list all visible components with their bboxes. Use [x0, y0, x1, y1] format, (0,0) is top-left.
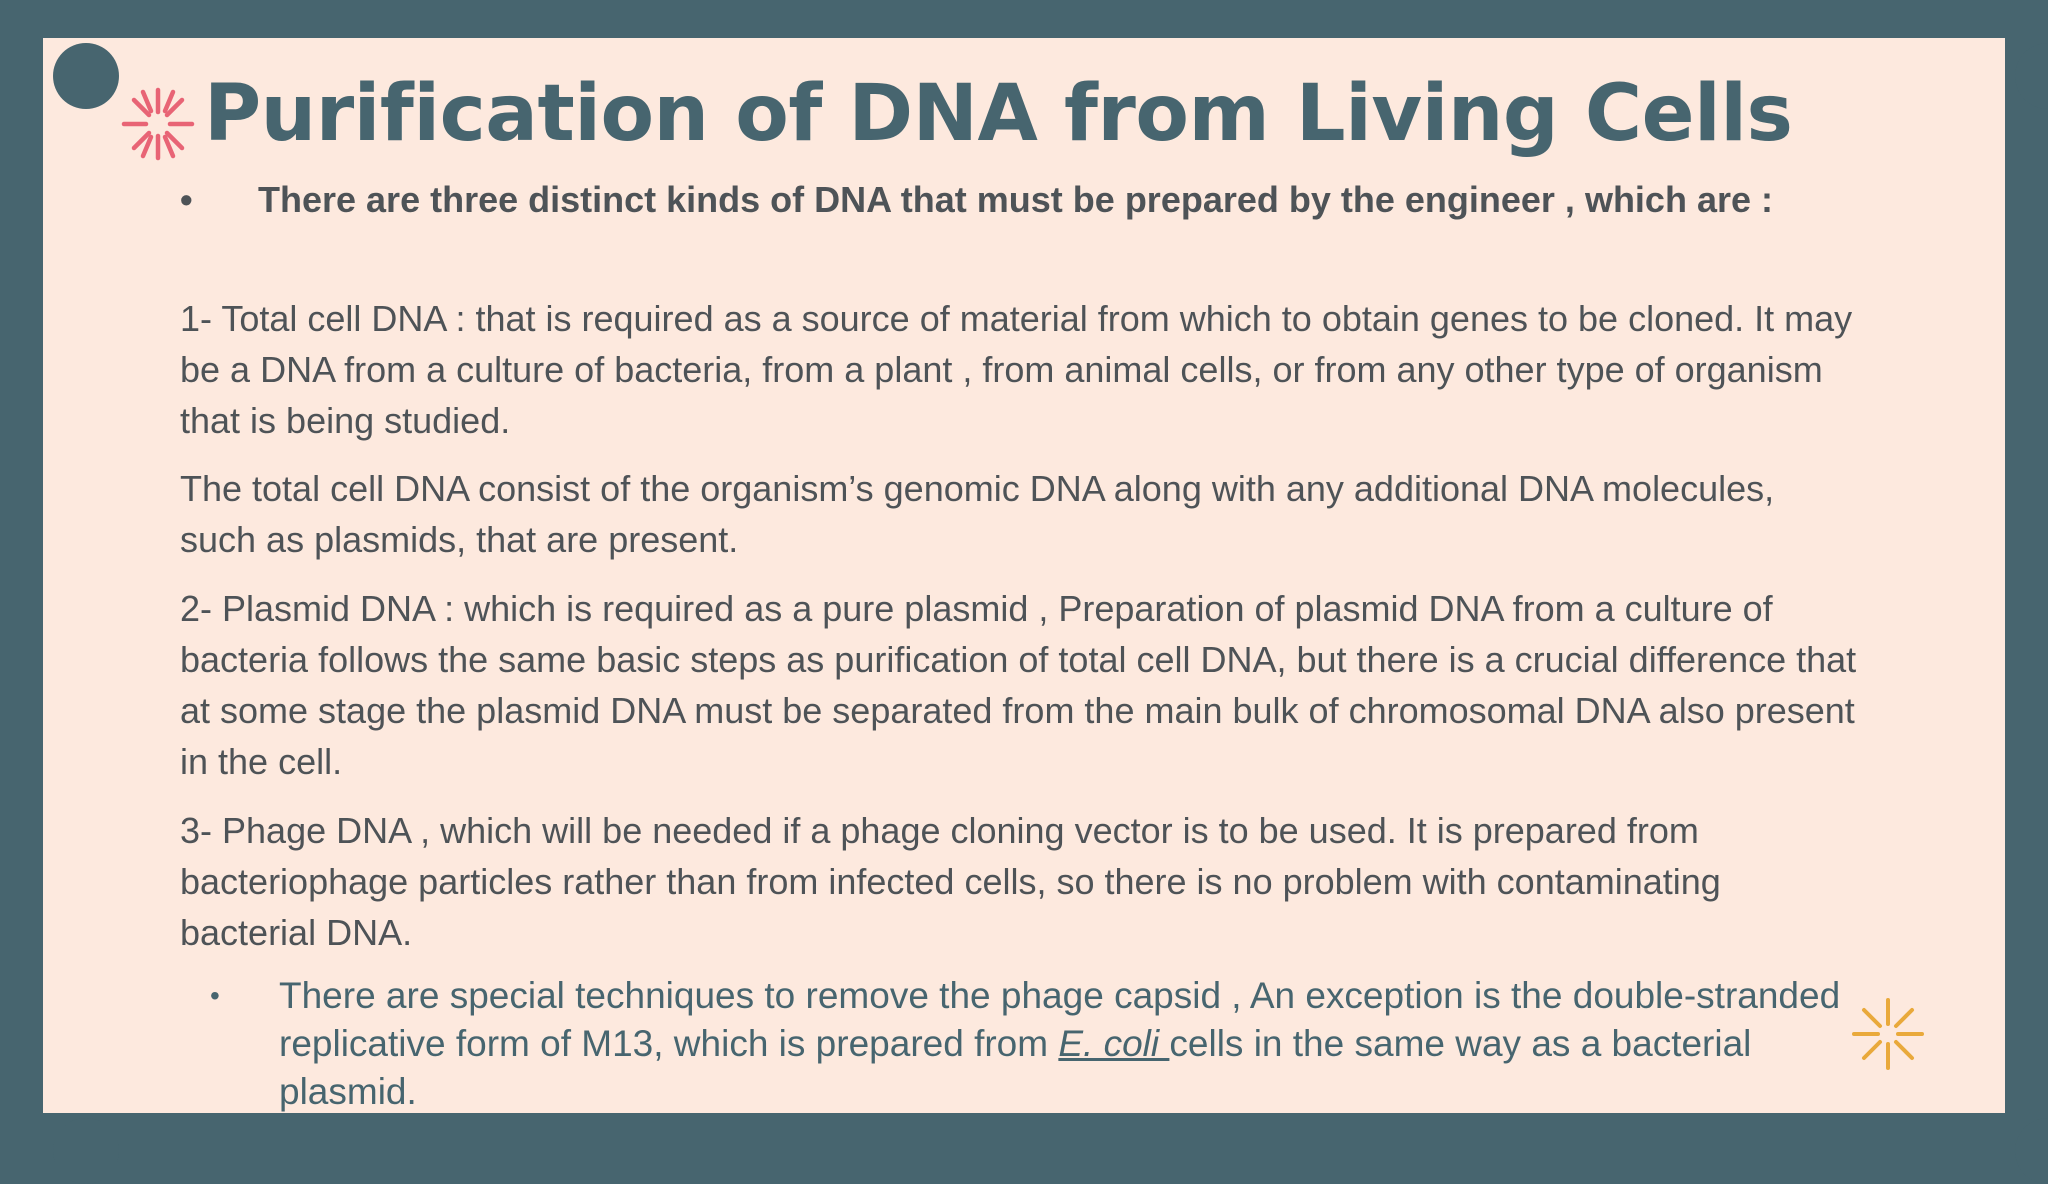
sub-bullet-text-start: There are special techniques to remove the phage capsid , An exception is the double-stranded replicative form of M13, which is prepared from [279, 975, 1841, 1064]
bullet-marker: • [210, 980, 220, 1011]
card-corner-notch [53, 1118, 119, 1184]
sub-bullet-text-end: cells in the same way as a bacterial plasmid. [279, 1023, 1752, 1112]
card-corner-notch [53, 43, 119, 109]
slide-title: Purification of DNA from Living Cells [204, 69, 1793, 159]
sub-bullet-text [279, 972, 1869, 1116]
bullet-marker: • [180, 179, 193, 220]
paragraph-total-cell-dna-composition: The total cell DNA consist of the organism’s genomic DNA along with any additional DNA molecules, such as plasmids, that are present. [180, 468, 1775, 560]
card-corner-notch [2015, 43, 2048, 109]
card-corner-notch [2015, 1118, 2048, 1184]
species-name-italic: E. coli [1058, 1023, 1170, 1064]
sparkle-icon [1850, 996, 1926, 1072]
paragraph-total-cell-dna: 1- Total cell DNA : that is required as a source of material from which to obtain genes to be cloned. It may be a DNA from a culture of bacteria, from a plant , from animal cells, or from any other type of organism that is being studied. [180, 298, 1853, 441]
intro-bullet-text: There are three distinct kinds of DNA that must be prepared by the engineer , which are : [258, 179, 1773, 220]
sparkle-icon [120, 86, 196, 162]
paragraph-plasmid-dna: 2- Plasmid DNA : which is required as a pure plasmid , Preparation of plasmid DNA from a culture of bacteria follows the same basic steps as purification of total cell DNA, but there is a crucial difference that at some stage the plasmid DNA must be separated from the main bulk of chromosomal DNA also present in the cell. [180, 588, 1857, 782]
paragraph-phage-dna: 3- Phage DNA , which will be needed if a phage cloning vector is to be used. It is prepared from bacteriophage particles rather than from infected cells, so there is no problem with contaminating bacterial DNA. [180, 810, 1721, 953]
